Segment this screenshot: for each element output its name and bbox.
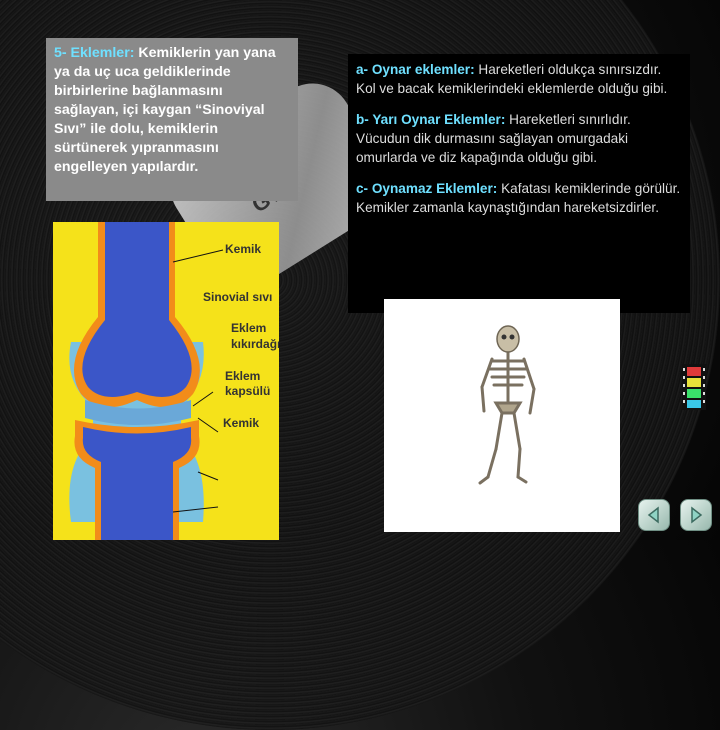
joint-type-item xyxy=(356,110,682,167)
joint-type-a-term: a- Oynar eklemler: xyxy=(356,62,475,77)
label-kemik-top: Kemik xyxy=(225,242,262,256)
triangle-right-icon xyxy=(686,505,706,525)
label-kikirdak-2: kıkırdağı xyxy=(231,337,279,351)
joint-type-c-term: c- Oynamaz Eklemler: xyxy=(356,181,498,196)
eklemler-text: Kemiklerin yan yana ya da uç uca geldiklerinde birbirlerine bağlanmasını sağlayan, içi kaygan “Sinoviyal Sıvı” ile dolu, kemiklerin sürtünerek yıpranmasını engelleyen yapılardır. xyxy=(54,45,276,175)
knee-joint-diagram xyxy=(53,222,279,540)
triangle-left-icon xyxy=(644,505,664,525)
joint-type-b-term: b- Yarı Oynar Eklemler: xyxy=(356,112,506,127)
label-kapsul-1: Eklem xyxy=(225,369,261,383)
film-strip-icon[interactable] xyxy=(682,364,706,410)
eklemler-definition xyxy=(54,44,290,177)
knee-joint-illustration xyxy=(53,222,279,540)
prev-slide-button[interactable] xyxy=(638,499,670,531)
eklemler-definition-box xyxy=(46,38,298,201)
joint-types-box xyxy=(348,54,690,313)
joint-type-item xyxy=(356,60,682,98)
skeleton-panel xyxy=(384,299,620,532)
joint-type-item xyxy=(356,179,682,217)
eklemler-lead: 5- Eklemler: xyxy=(54,45,135,61)
label-kapsul-2: kapsülü xyxy=(225,384,271,398)
joint-type-b-desc: Hareketleri sınırlıdır. Vücudun dik durmasını sağlayan omurgadaki omurlarda ve diz kapağında olduğu gibi. xyxy=(356,112,631,165)
joint-type-a-desc: Hareketleri oldukça sınırsızdır. Kol ve bacak kemiklerindeki eklemlerde olduğu gibi. xyxy=(356,62,668,96)
joint-type-c-desc: Kafatası kemiklerinde görülür. Kemikler zamanla kaynaştığından hareketsizdirler. xyxy=(356,181,681,215)
label-kikirdak-1: Eklem xyxy=(231,321,267,335)
label-kemik-bottom: Kemik xyxy=(223,416,260,430)
film-strip-graphic xyxy=(682,364,706,410)
dancing-skeleton-icon xyxy=(384,299,620,532)
next-slide-button[interactable] xyxy=(680,499,712,531)
label-sinovial: Sinovial sıvı xyxy=(203,290,273,304)
